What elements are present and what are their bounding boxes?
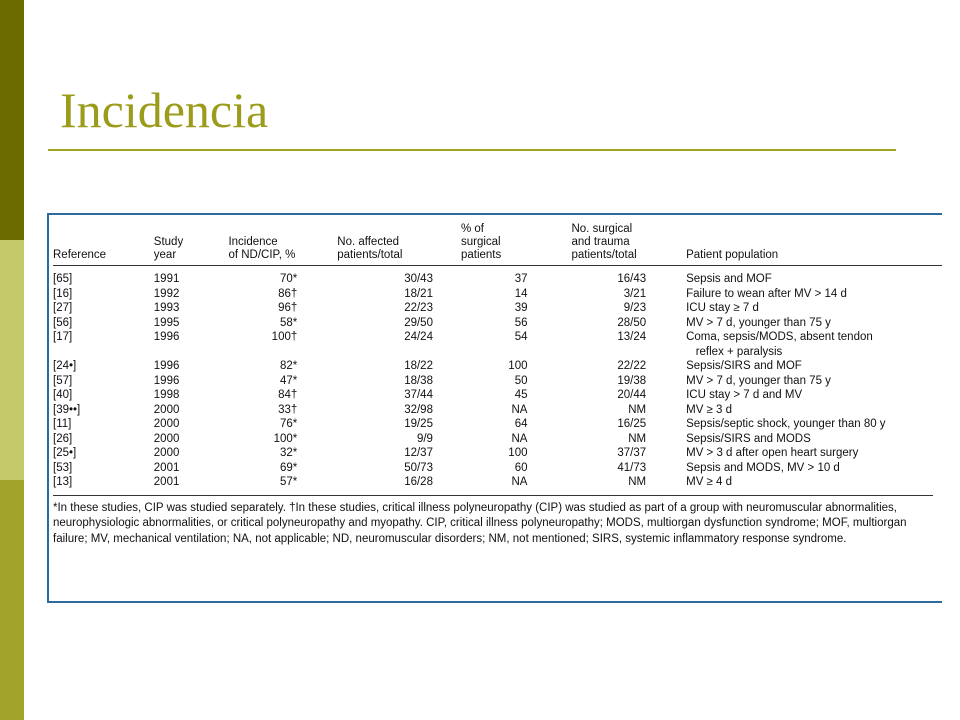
cell-reference: [13] bbox=[53, 476, 73, 488]
cell-reference: [56] bbox=[53, 316, 73, 329]
table-row bbox=[53, 388, 942, 403]
cell-population: Sepsis and MODS, MV > 10 d bbox=[686, 461, 840, 474]
cell-incidence: 100† bbox=[271, 331, 298, 343]
slide-title: Incidencia bbox=[60, 82, 269, 138]
header-incidence: Incidence of ND/CIP, % bbox=[228, 223, 337, 266]
cell-surgical-trauma: 22/22 bbox=[617, 360, 647, 372]
cell-reference: [24•] bbox=[53, 360, 77, 372]
cell-population: MV > 7 d, younger than 75 y bbox=[686, 316, 831, 329]
cell-surgical-trauma: NM bbox=[628, 403, 647, 416]
cell-study-year: 1998 bbox=[153, 389, 180, 401]
cell-pct-surgical: 100 bbox=[508, 447, 528, 459]
cell-pct-surgical: 37 bbox=[514, 273, 528, 285]
cell-reference: [40] bbox=[53, 389, 73, 401]
cell-reference: [53] bbox=[53, 461, 73, 474]
cell-study-year: 2001 bbox=[153, 476, 180, 488]
cell-surgical-trauma: 9/23 bbox=[623, 302, 647, 314]
cell-reference: [17] bbox=[53, 331, 73, 343]
cell-incidence: 70* bbox=[279, 273, 298, 285]
table-body bbox=[53, 266, 942, 490]
cell-study-year: 2000 bbox=[153, 447, 180, 459]
cell-affected: 9/9 bbox=[416, 432, 433, 445]
table-row bbox=[53, 287, 942, 302]
cell-study-year: 1991 bbox=[153, 273, 180, 285]
incidence-table-image bbox=[47, 213, 942, 603]
cell-affected: 16/28 bbox=[404, 476, 433, 488]
cell-reference: [16] bbox=[53, 287, 73, 300]
cell-surgical-trauma: 28/50 bbox=[617, 316, 647, 329]
cell-incidence: 58* bbox=[279, 316, 298, 329]
header-affected: No. affected patients/total bbox=[337, 223, 461, 266]
table-footnote: *In these studies, CIP was studied separately. †In these studies, critical illness polyneuropathy (CIP) was studied as part of a group with neuromuscular abnormalities, neurophysiologic abnormalities, or critical polyneuropathy and myopathy. CIP, critical illness polyneuropathy; MODS, multiorgan dysfunction syndrome; MOF, multiorgan failure; MV, mechanical ventilation; NA, not applicable; ND, neuromuscular disorders; NM, not mentioned; SIRS, systemic inflammatory response syndrome. bbox=[53, 495, 933, 548]
cell-affected: 12/37 bbox=[404, 447, 433, 459]
table-row bbox=[53, 301, 942, 316]
header-study-year: Study year bbox=[150, 223, 229, 266]
table-row bbox=[53, 359, 942, 374]
cell-pct-surgical: 54 bbox=[514, 331, 528, 343]
cell-surgical-trauma: 13/24 bbox=[617, 331, 647, 343]
cell-study-year: 1992 bbox=[153, 287, 180, 300]
table-row bbox=[53, 316, 942, 331]
cell-population: Coma, sepsis/MODS, absent tendon reflex + paralysis bbox=[686, 331, 873, 358]
cell-population: Sepsis/septic shock, younger than 80 y bbox=[686, 418, 886, 430]
cell-incidence: 82* bbox=[279, 360, 298, 372]
cell-surgical-trauma: NM bbox=[628, 432, 647, 445]
cell-incidence: 86† bbox=[278, 287, 298, 300]
table-row bbox=[53, 403, 942, 418]
cell-population: ICU stay > 7 d and MV bbox=[686, 389, 803, 401]
title-underline bbox=[48, 149, 896, 151]
table-header-row bbox=[53, 223, 942, 266]
cell-pct-surgical: 45 bbox=[514, 389, 528, 401]
cell-study-year: 1995 bbox=[153, 316, 180, 329]
table-row bbox=[53, 461, 942, 476]
cell-surgical-trauma: 37/37 bbox=[617, 447, 647, 459]
cell-reference: [11] bbox=[53, 418, 72, 430]
cell-study-year: 1996 bbox=[153, 331, 180, 343]
cell-reference: [27] bbox=[53, 302, 73, 314]
cell-surgical-trauma: NM bbox=[628, 476, 647, 488]
table-row bbox=[53, 374, 942, 389]
cell-study-year: 1996 bbox=[153, 374, 180, 387]
cell-affected: 24/24 bbox=[404, 331, 433, 343]
cell-population: MV > 3 d after open heart surgery bbox=[686, 447, 859, 459]
table-row bbox=[53, 432, 942, 447]
table-row bbox=[53, 446, 942, 461]
cell-surgical-trauma: 16/25 bbox=[617, 418, 647, 430]
cell-study-year: 1993 bbox=[153, 302, 180, 314]
cell-pct-surgical: NA bbox=[511, 432, 528, 445]
cell-reference: [25•] bbox=[53, 447, 77, 459]
cell-surgical-trauma: 16/43 bbox=[617, 273, 647, 285]
cell-incidence: 100* bbox=[273, 432, 298, 445]
cell-reference: [26] bbox=[53, 432, 73, 445]
cell-population: MV > 7 d, younger than 75 y bbox=[686, 374, 831, 387]
cell-study-year: 2000 bbox=[153, 418, 180, 430]
cell-affected: 30/43 bbox=[404, 273, 433, 285]
header-reference: Reference bbox=[53, 223, 150, 266]
cell-study-year: 2000 bbox=[153, 403, 180, 416]
cell-pct-surgical: 39 bbox=[514, 302, 528, 314]
cell-pct-surgical: 50 bbox=[514, 374, 528, 387]
cell-population: Sepsis and MOF bbox=[686, 273, 772, 285]
cell-affected: 29/50 bbox=[404, 316, 433, 329]
cell-affected: 18/22 bbox=[404, 360, 433, 372]
cell-incidence: 32* bbox=[279, 447, 298, 459]
side-bar-light bbox=[0, 240, 24, 480]
cell-pct-surgical: 56 bbox=[514, 316, 528, 329]
cell-pct-surgical: 14 bbox=[514, 287, 528, 300]
header-pct-surgical: % of surgical patients bbox=[461, 223, 572, 266]
cell-incidence: 33† bbox=[278, 403, 298, 416]
cell-population: Sepsis/SIRS and MODS bbox=[686, 432, 811, 445]
cell-pct-surgical: 100 bbox=[508, 360, 528, 372]
header-population: Patient population bbox=[686, 223, 942, 266]
cell-affected: 18/38 bbox=[404, 374, 433, 387]
table-row bbox=[53, 266, 942, 287]
cell-study-year: 2001 bbox=[153, 461, 180, 474]
cell-affected: 19/25 bbox=[404, 418, 433, 430]
side-bar-dark bbox=[0, 0, 24, 240]
cell-population: MV ≥ 4 d bbox=[686, 476, 733, 488]
cell-surgical-trauma: 19/38 bbox=[617, 374, 647, 387]
header-surgical-trauma: No. surgical and trauma patients/total bbox=[571, 223, 686, 266]
cell-surgical-trauma: 3/21 bbox=[623, 287, 647, 300]
cell-study-year: 1996 bbox=[153, 360, 180, 372]
cell-reference: [57] bbox=[53, 374, 73, 387]
cell-surgical-trauma: 41/73 bbox=[617, 461, 647, 474]
table-row bbox=[53, 330, 942, 359]
cell-incidence: 69* bbox=[279, 461, 298, 474]
cell-incidence: 57* bbox=[279, 476, 298, 488]
cell-reference: [65] bbox=[53, 273, 73, 285]
cell-reference: [39••] bbox=[53, 403, 81, 416]
cell-pct-surgical: 60 bbox=[514, 461, 528, 474]
incidence-table bbox=[53, 223, 942, 490]
cell-affected: 50/73 bbox=[404, 461, 433, 474]
cell-population: Sepsis/SIRS and MOF bbox=[686, 360, 802, 372]
cell-incidence: 47* bbox=[279, 374, 298, 387]
table-row bbox=[53, 475, 942, 490]
cell-affected: 18/21 bbox=[404, 287, 433, 300]
cell-pct-surgical: NA bbox=[511, 476, 528, 488]
cell-incidence: 76* bbox=[279, 418, 298, 430]
cell-pct-surgical: NA bbox=[511, 403, 528, 416]
cell-surgical-trauma: 20/44 bbox=[617, 389, 647, 401]
cell-population: ICU stay ≥ 7 d bbox=[686, 302, 759, 314]
side-bar-mid bbox=[0, 480, 24, 720]
cell-affected: 37/44 bbox=[404, 389, 433, 401]
table-row bbox=[53, 417, 942, 432]
cell-pct-surgical: 64 bbox=[514, 418, 528, 430]
cell-affected: 32/98 bbox=[404, 403, 433, 416]
cell-study-year: 2000 bbox=[153, 432, 180, 445]
cell-incidence: 96† bbox=[278, 302, 298, 314]
cell-population: Failure to wean after MV > 14 d bbox=[686, 287, 847, 300]
cell-affected: 22/23 bbox=[404, 302, 433, 314]
cell-population: MV ≥ 3 d bbox=[686, 403, 733, 416]
cell-incidence: 84† bbox=[278, 389, 298, 401]
